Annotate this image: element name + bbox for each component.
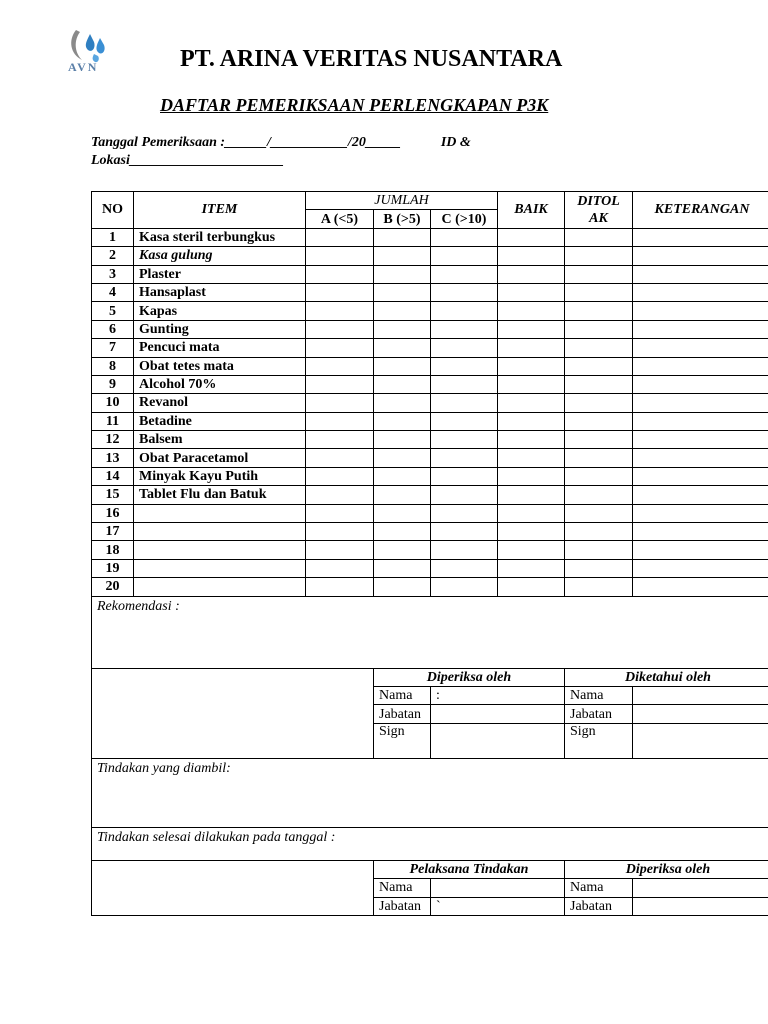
- col-a-header: A (<5): [306, 210, 374, 228]
- count-a-cell[interactable]: [306, 357, 374, 375]
- count-b-cell[interactable]: [374, 339, 431, 357]
- ditolak-cell[interactable]: [565, 283, 633, 301]
- jabatan-label: Jabatan: [565, 897, 633, 915]
- ditolak-cell[interactable]: [565, 320, 633, 338]
- row-item-name: Kasa gulung: [134, 247, 306, 265]
- ditolak-cell[interactable]: [565, 486, 633, 504]
- col-no-header: NO: [92, 192, 134, 229]
- ditolak-cell[interactable]: [565, 357, 633, 375]
- count-c-cell[interactable]: [431, 541, 498, 559]
- table-row: [92, 467, 768, 485]
- keterangan-cell[interactable]: [633, 431, 768, 449]
- ditolak-cell[interactable]: [565, 228, 633, 246]
- row-number: 4: [92, 283, 134, 301]
- row-number: 11: [92, 412, 134, 430]
- ditolak-cell[interactable]: [565, 375, 633, 393]
- table-row: [92, 431, 768, 449]
- row-item-name: Betadine: [134, 412, 306, 430]
- count-b-cell[interactable]: [374, 265, 431, 283]
- count-b-cell[interactable]: [374, 504, 431, 522]
- count-b-cell[interactable]: [374, 228, 431, 246]
- table-row: [92, 302, 768, 320]
- count-b-cell[interactable]: [374, 320, 431, 338]
- row-number: 15: [92, 486, 134, 504]
- table-row: [92, 412, 768, 430]
- count-c-cell[interactable]: [431, 578, 498, 596]
- baik-cell[interactable]: [498, 283, 565, 301]
- col-ditolak-header: DITOL AK: [565, 192, 633, 229]
- keterangan-cell[interactable]: [633, 504, 768, 522]
- row-number: 2: [92, 247, 134, 265]
- count-a-cell[interactable]: [306, 302, 374, 320]
- count-a-cell[interactable]: [306, 504, 374, 522]
- baik-cell[interactable]: [498, 467, 565, 485]
- row-number: 14: [92, 467, 134, 485]
- blank-cell: [92, 860, 374, 915]
- count-b-cell[interactable]: [374, 449, 431, 467]
- baik-cell[interactable]: [498, 541, 565, 559]
- count-c-cell[interactable]: [431, 467, 498, 485]
- row-number: 13: [92, 449, 134, 467]
- count-a-cell[interactable]: [306, 431, 374, 449]
- ditolak-cell[interactable]: [565, 394, 633, 412]
- row-item-name: Pencuci mata: [134, 339, 306, 357]
- col-jumlah-header: JUMLAH: [306, 192, 498, 210]
- row-item-name: Obat tetes mata: [134, 357, 306, 375]
- row-number: 16: [92, 504, 134, 522]
- count-b-cell[interactable]: [374, 578, 431, 596]
- baik-cell[interactable]: [498, 320, 565, 338]
- nama-label: Nama: [374, 686, 431, 704]
- baik-cell[interactable]: [498, 486, 565, 504]
- table-row: [92, 578, 768, 596]
- row-number: 7: [92, 339, 134, 357]
- count-a-cell[interactable]: [306, 265, 374, 283]
- logo-text: AVN: [68, 60, 99, 74]
- count-c-cell[interactable]: [431, 523, 498, 541]
- diperiksa-nama-field[interactable]: :: [431, 686, 565, 704]
- count-b-cell[interactable]: [374, 302, 431, 320]
- keterangan-cell[interactable]: [633, 228, 768, 246]
- inspection-date-field[interactable]: Tanggal Pemeriksaan :______/___________/20_____: [91, 135, 401, 150]
- keterangan-cell[interactable]: [633, 375, 768, 393]
- count-a-cell[interactable]: [306, 228, 374, 246]
- count-a-cell[interactable]: [306, 559, 374, 577]
- row-number: 8: [92, 357, 134, 375]
- count-a-cell[interactable]: [306, 247, 374, 265]
- row-number: 1: [92, 228, 134, 246]
- count-a-cell[interactable]: [306, 523, 374, 541]
- ditolak-cell[interactable]: [565, 467, 633, 485]
- tindakan-selesai-field[interactable]: Tindakan selesai dilakukan pada tanggal :: [92, 827, 768, 860]
- baik-cell[interactable]: [498, 357, 565, 375]
- count-b-cell[interactable]: [374, 559, 431, 577]
- count-b-cell[interactable]: [374, 486, 431, 504]
- count-c-cell[interactable]: [431, 302, 498, 320]
- col-c-header: C (>10): [431, 210, 498, 228]
- row-item-name: Alcohol 70%: [134, 375, 306, 393]
- baik-cell[interactable]: [498, 247, 565, 265]
- table-row: [92, 228, 768, 246]
- count-b-cell[interactable]: [374, 412, 431, 430]
- row-item-name: [134, 523, 306, 541]
- document-title: DAFTAR PEMERIKSAAN PERLENGKAPAN P3K: [160, 95, 549, 115]
- diketahui-oleh-header: Diketahui oleh: [565, 668, 768, 686]
- id-label: ID &: [440, 135, 471, 150]
- row-number: 10: [92, 394, 134, 412]
- ditolak-cell[interactable]: [565, 339, 633, 357]
- count-b-cell[interactable]: [374, 394, 431, 412]
- pelaksana-nama-field[interactable]: [431, 879, 565, 897]
- diperiksa-jabatan-field[interactable]: [431, 705, 565, 723]
- baik-cell[interactable]: [498, 449, 565, 467]
- keterangan-cell[interactable]: [633, 283, 768, 301]
- keterangan-cell[interactable]: [633, 247, 768, 265]
- sign-label: Sign: [374, 723, 431, 758]
- row-item-name: Minyak Kayu Putih: [134, 467, 306, 485]
- count-a-cell[interactable]: [306, 412, 374, 430]
- count-a-cell[interactable]: [306, 467, 374, 485]
- keterangan-cell[interactable]: [633, 523, 768, 541]
- row-number: 19: [92, 559, 134, 577]
- count-a-cell[interactable]: [306, 541, 374, 559]
- ditolak-cell[interactable]: [565, 302, 633, 320]
- diketahui-sign-field[interactable]: [633, 723, 768, 758]
- count-b-cell[interactable]: [374, 283, 431, 301]
- count-b-cell[interactable]: [374, 375, 431, 393]
- row-item-name: Gunting: [134, 320, 306, 338]
- table-row: [92, 357, 768, 375]
- table-row: [92, 394, 768, 412]
- keterangan-cell[interactable]: [633, 541, 768, 559]
- count-b-cell[interactable]: [374, 541, 431, 559]
- row-number: 18: [92, 541, 134, 559]
- keterangan-cell[interactable]: [633, 394, 768, 412]
- baik-cell[interactable]: [498, 412, 565, 430]
- count-c-cell[interactable]: [431, 247, 498, 265]
- baik-cell[interactable]: [498, 228, 565, 246]
- jabatan-label: Jabatan: [374, 897, 431, 915]
- row-number: 9: [92, 375, 134, 393]
- count-c-cell[interactable]: [431, 320, 498, 338]
- table-row: [92, 523, 768, 541]
- count-c-cell[interactable]: [431, 265, 498, 283]
- sign-label: Sign: [565, 723, 633, 758]
- diperiksa-sign-field[interactable]: [431, 723, 565, 758]
- row-item-name: [134, 541, 306, 559]
- col-baik-header: BAIK: [498, 192, 565, 229]
- baik-cell[interactable]: [498, 559, 565, 577]
- table-row: [92, 486, 768, 504]
- diperiksa-jabatan-field[interactable]: [633, 897, 768, 915]
- table-row: [92, 265, 768, 283]
- col-keterangan-header: KETERANGAN: [633, 192, 768, 229]
- jabatan-label: Jabatan: [565, 705, 633, 723]
- row-item-name: Tablet Flu dan Batuk: [134, 486, 306, 504]
- inspection-meta: [91, 134, 471, 170]
- diperiksa-oleh-header: Diperiksa oleh: [565, 860, 768, 878]
- ditolak-cell[interactable]: [565, 578, 633, 596]
- row-item-name: Balsem: [134, 431, 306, 449]
- count-a-cell[interactable]: [306, 339, 374, 357]
- row-item-name: [134, 578, 306, 596]
- baik-cell[interactable]: [498, 504, 565, 522]
- action-header-row: [92, 860, 768, 878]
- ditolak-cell[interactable]: [565, 265, 633, 283]
- keterangan-cell[interactable]: [633, 578, 768, 596]
- col-item-header: ITEM: [134, 192, 306, 229]
- count-c-cell[interactable]: [431, 504, 498, 522]
- row-item-name: Hansaplast: [134, 283, 306, 301]
- table-row: [92, 339, 768, 357]
- count-a-cell[interactable]: [306, 394, 374, 412]
- ditolak-cell[interactable]: [565, 247, 633, 265]
- count-c-cell[interactable]: [431, 431, 498, 449]
- nama-label: Nama: [565, 879, 633, 897]
- baik-cell[interactable]: [498, 302, 565, 320]
- table-row: [92, 449, 768, 467]
- row-item-name: Kasa steril terbungkus: [134, 228, 306, 246]
- diperiksa-oleh-header: Diperiksa oleh: [374, 668, 565, 686]
- baik-cell[interactable]: [498, 431, 565, 449]
- row-item-name: Kapas: [134, 302, 306, 320]
- ditolak-cell[interactable]: [565, 449, 633, 467]
- location-field[interactable]: Lokasi______________________: [91, 153, 284, 168]
- row-item-name: [134, 504, 306, 522]
- count-a-cell[interactable]: [306, 449, 374, 467]
- count-b-cell[interactable]: [374, 431, 431, 449]
- tindakan-row: [92, 758, 768, 827]
- ditolak-cell[interactable]: [565, 431, 633, 449]
- col-b-header: B (>5): [374, 210, 431, 228]
- count-c-cell[interactable]: [431, 339, 498, 357]
- row-number: 5: [92, 302, 134, 320]
- keterangan-cell[interactable]: [633, 265, 768, 283]
- row-number: 6: [92, 320, 134, 338]
- count-b-cell[interactable]: [374, 247, 431, 265]
- row-item-name: Obat Paracetamol: [134, 449, 306, 467]
- tindakan-selesai-row: [92, 827, 768, 860]
- count-c-cell[interactable]: [431, 375, 498, 393]
- baik-cell[interactable]: [498, 265, 565, 283]
- count-b-cell[interactable]: [374, 467, 431, 485]
- baik-cell[interactable]: [498, 339, 565, 357]
- keterangan-cell[interactable]: [633, 302, 768, 320]
- count-b-cell[interactable]: [374, 357, 431, 375]
- table-header-row: [92, 192, 768, 210]
- count-a-cell[interactable]: [306, 320, 374, 338]
- keterangan-cell[interactable]: [633, 320, 768, 338]
- keterangan-cell[interactable]: [633, 339, 768, 357]
- ditolak-cell[interactable]: [565, 559, 633, 577]
- row-number: 20: [92, 578, 134, 596]
- row-number: 17: [92, 523, 134, 541]
- row-item-name: [134, 559, 306, 577]
- keterangan-cell[interactable]: [633, 357, 768, 375]
- count-c-cell[interactable]: [431, 228, 498, 246]
- count-a-cell[interactable]: [306, 486, 374, 504]
- count-b-cell[interactable]: [374, 523, 431, 541]
- ditolak-cell[interactable]: [565, 523, 633, 541]
- count-c-cell[interactable]: [431, 283, 498, 301]
- diperiksa-nama-field[interactable]: [633, 879, 768, 897]
- diketahui-nama-field[interactable]: [633, 686, 768, 704]
- count-c-cell[interactable]: [431, 394, 498, 412]
- count-c-cell[interactable]: [431, 559, 498, 577]
- blank-cell: [92, 668, 374, 758]
- signoff-header-row: [92, 668, 768, 686]
- baik-cell[interactable]: [498, 523, 565, 541]
- count-a-cell[interactable]: [306, 283, 374, 301]
- count-a-cell[interactable]: [306, 578, 374, 596]
- count-c-cell[interactable]: [431, 357, 498, 375]
- table-row: [92, 559, 768, 577]
- ditolak-cell[interactable]: [565, 412, 633, 430]
- baik-cell[interactable]: [498, 394, 565, 412]
- table-row: [92, 541, 768, 559]
- table-row: [92, 320, 768, 338]
- company-name: PT. ARINA VERITAS NUSANTARA: [180, 46, 563, 72]
- count-c-cell[interactable]: [431, 486, 498, 504]
- rekomendasi-field[interactable]: Rekomendasi :: [92, 596, 768, 668]
- keterangan-cell[interactable]: [633, 449, 768, 467]
- count-a-cell[interactable]: [306, 375, 374, 393]
- ditolak-cell[interactable]: [565, 504, 633, 522]
- row-number: 3: [92, 265, 134, 283]
- nama-label: Nama: [374, 879, 431, 897]
- table-row: [92, 504, 768, 522]
- baik-cell[interactable]: [498, 375, 565, 393]
- keterangan-cell[interactable]: [633, 467, 768, 485]
- count-c-cell[interactable]: [431, 412, 498, 430]
- row-item-name: Plaster: [134, 265, 306, 283]
- nama-label: Nama: [565, 686, 633, 704]
- keterangan-cell[interactable]: [633, 559, 768, 577]
- table-row: [92, 375, 768, 393]
- keterangan-cell[interactable]: [633, 486, 768, 504]
- table-row: [92, 283, 768, 301]
- pelaksana-jabatan-field[interactable]: `: [431, 897, 565, 915]
- rekomendasi-row: [92, 596, 768, 668]
- pelaksana-tindakan-header: Pelaksana Tindakan: [374, 860, 565, 878]
- ditolak-cell[interactable]: [565, 541, 633, 559]
- row-item-name: Revanol: [134, 394, 306, 412]
- jabatan-label: Jabatan: [374, 705, 431, 723]
- baik-cell[interactable]: [498, 578, 565, 596]
- first-aid-checklist-table: [91, 191, 768, 916]
- keterangan-cell[interactable]: [633, 412, 768, 430]
- tindakan-field[interactable]: Tindakan yang diambil:: [92, 758, 768, 827]
- table-row: [92, 247, 768, 265]
- count-c-cell[interactable]: [431, 449, 498, 467]
- row-number: 12: [92, 431, 134, 449]
- diketahui-jabatan-field[interactable]: [633, 705, 768, 723]
